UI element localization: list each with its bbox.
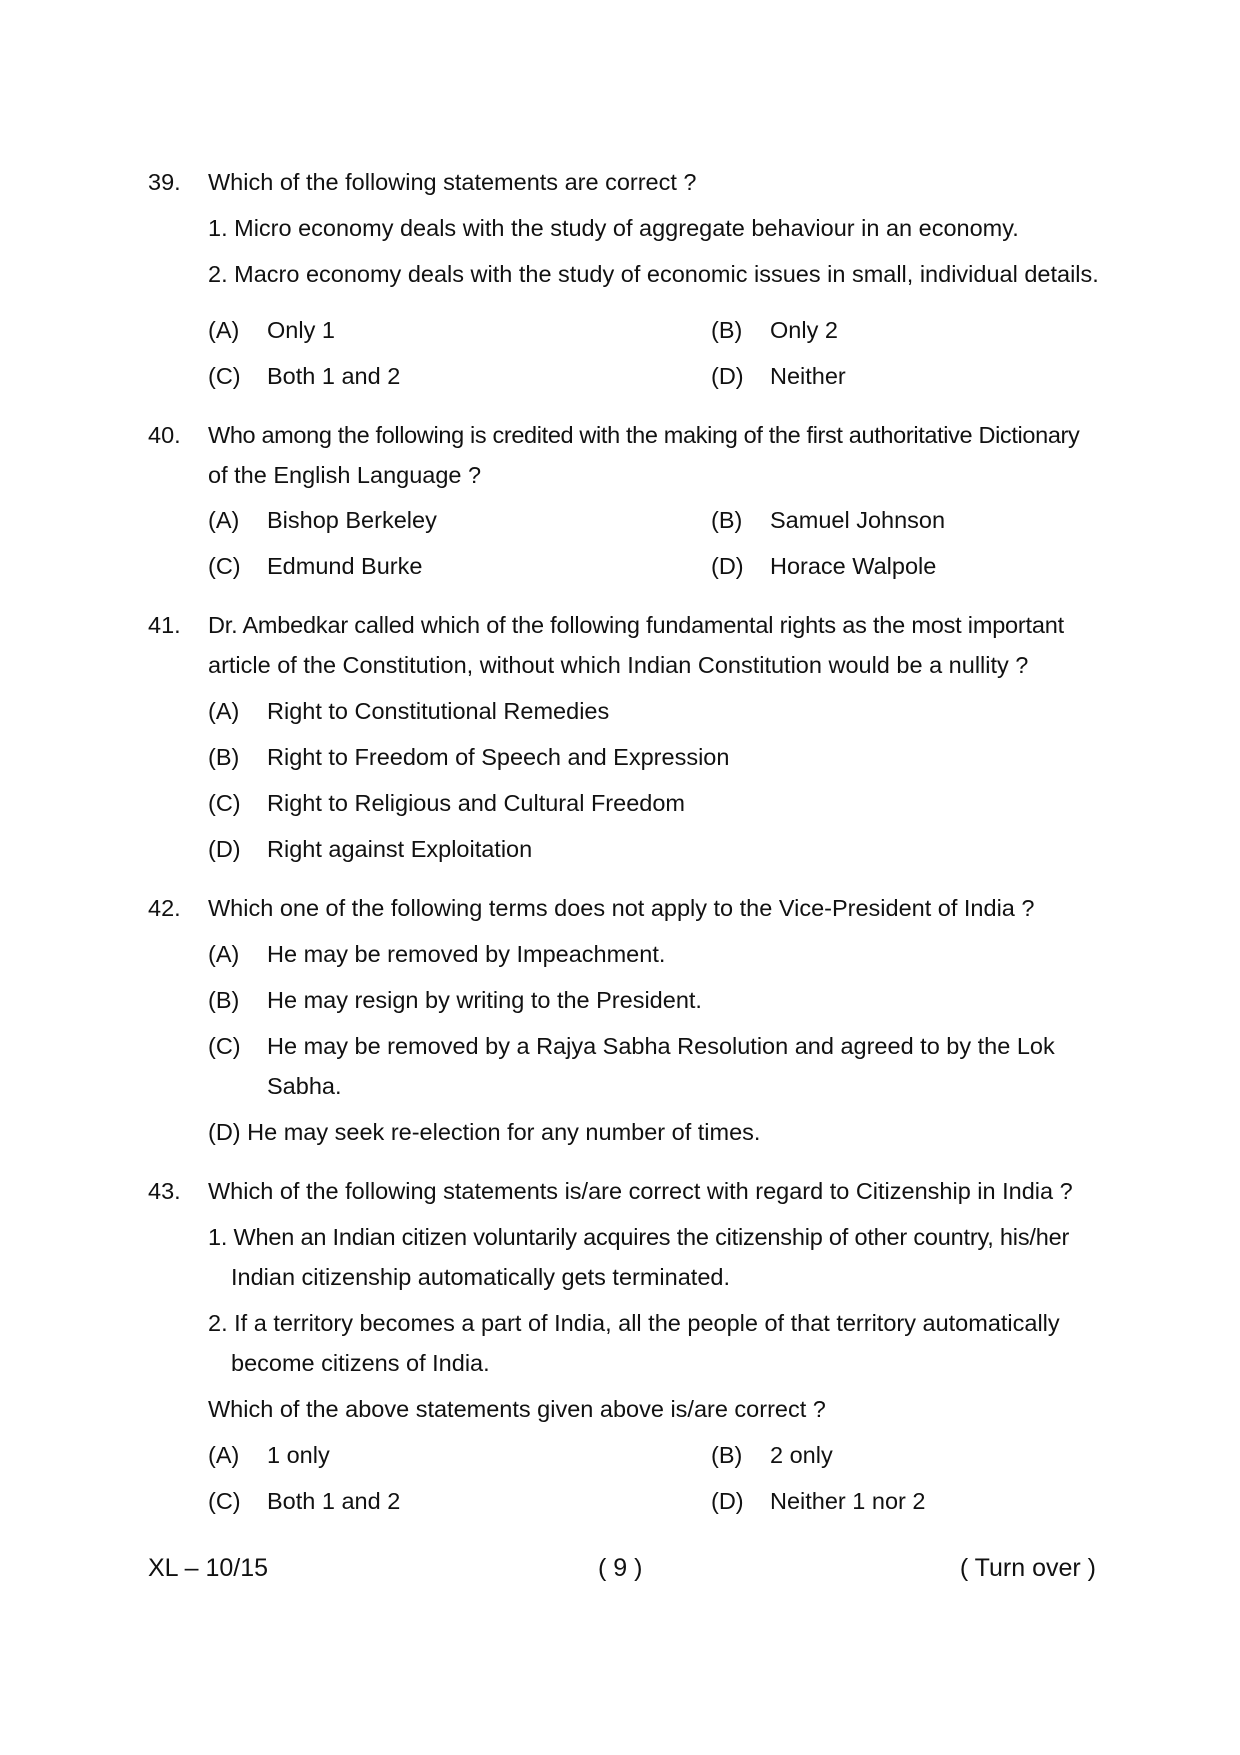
statement: Indian citizenship automatically gets terminated.	[231, 1264, 730, 1290]
option-label: (D)	[711, 363, 744, 389]
option-label: (C)	[208, 1033, 241, 1059]
option-text: Both 1 and 2	[267, 1488, 401, 1514]
question-number: 43.	[148, 1178, 181, 1204]
option-label: (A)	[208, 1442, 240, 1468]
option-label: (B)	[208, 987, 240, 1013]
option-label: (C)	[208, 553, 241, 579]
statement: 2. If a territory becomes a part of India, all the people of that territory automatically	[208, 1310, 1060, 1336]
option-label: (A)	[208, 941, 240, 967]
question-text: article of the Constitution, without which Indian Constitution would be a nullity ?	[208, 652, 1029, 678]
option-text: He may be removed by Impeachment.	[267, 941, 666, 967]
option-label: (C)	[208, 1488, 241, 1514]
option-text: Horace Walpole	[770, 553, 937, 579]
option-text: Both 1 and 2	[267, 363, 401, 389]
statement: 1. Micro economy deals with the study of aggregate behaviour in an economy.	[208, 215, 1019, 241]
option-label: (A)	[208, 507, 240, 533]
option-text: 1 only	[267, 1442, 330, 1468]
question-text: Dr. Ambedkar called which of the following fundamental rights as the most important	[208, 612, 1064, 638]
option-label: (B)	[208, 744, 240, 770]
statement: 1. When an Indian citizen voluntarily acquires the citizenship of other country, his/her	[208, 1224, 1070, 1250]
question-text: Which of the following statements are correct ?	[208, 169, 697, 195]
option-text: 2 only	[770, 1442, 833, 1468]
option-label: (A)	[208, 317, 240, 343]
question-number: 40.	[148, 422, 181, 448]
option-text: Only 2	[770, 317, 838, 343]
option-label: (B)	[711, 1442, 743, 1468]
option-text: Right to Religious and Cultural Freedom	[267, 790, 685, 816]
option-label: (A)	[208, 698, 240, 724]
option-text: Right to Constitutional Remedies	[267, 698, 610, 724]
option-text: Sabha.	[267, 1073, 342, 1099]
question-prompt: Which of the above statements given above is/are correct ?	[208, 1396, 826, 1422]
option-label: (D)	[208, 836, 241, 862]
question-text: Which one of the following terms does not apply to the Vice-President of India ?	[208, 895, 1035, 921]
option-label: (B)	[711, 317, 743, 343]
question-text: Which of the following statements is/are correct with regard to Citizenship in India ?	[208, 1178, 1073, 1204]
question-text: Who among the following is credited with the making of the first authoritative Dictionary	[208, 422, 1080, 448]
option-label: (B)	[711, 507, 743, 533]
option-text: (D) He may seek re-election for any number of times.	[208, 1119, 761, 1145]
option-text: Edmund Burke	[267, 553, 423, 579]
option-text: Only 1	[267, 317, 335, 343]
page-number: ( 9 )	[598, 1554, 643, 1582]
option-label: (C)	[208, 790, 241, 816]
turn-over-note: ( Turn over )	[959, 1554, 1096, 1582]
question-number: 42.	[148, 895, 181, 921]
option-label: (D)	[711, 1488, 744, 1514]
option-text: Bishop Berkeley	[267, 507, 437, 533]
question-number: 39.	[148, 169, 181, 195]
option-text: Right to Freedom of Speech and Expression	[267, 744, 730, 770]
statement: become citizens of India.	[231, 1350, 490, 1376]
option-text: He may be removed by a Rajya Sabha Resolution and agreed to by the Lok	[267, 1033, 1055, 1059]
option-text: Right against Exploitation	[267, 836, 533, 862]
statement: 2. Macro economy deals with the study of economic issues in small, individual details.	[208, 261, 1099, 287]
question-text: of the English Language ?	[208, 462, 482, 488]
paper-code: XL – 10/15	[148, 1554, 269, 1582]
option-text: Neither	[770, 363, 846, 389]
option-label: (C)	[208, 363, 241, 389]
option-text: He may resign by writing to the President.	[267, 987, 702, 1013]
option-text: Samuel Johnson	[770, 507, 946, 533]
option-text: Neither 1 nor 2	[770, 1488, 926, 1514]
option-label: (D)	[711, 553, 744, 579]
question-number: 41.	[148, 612, 181, 638]
